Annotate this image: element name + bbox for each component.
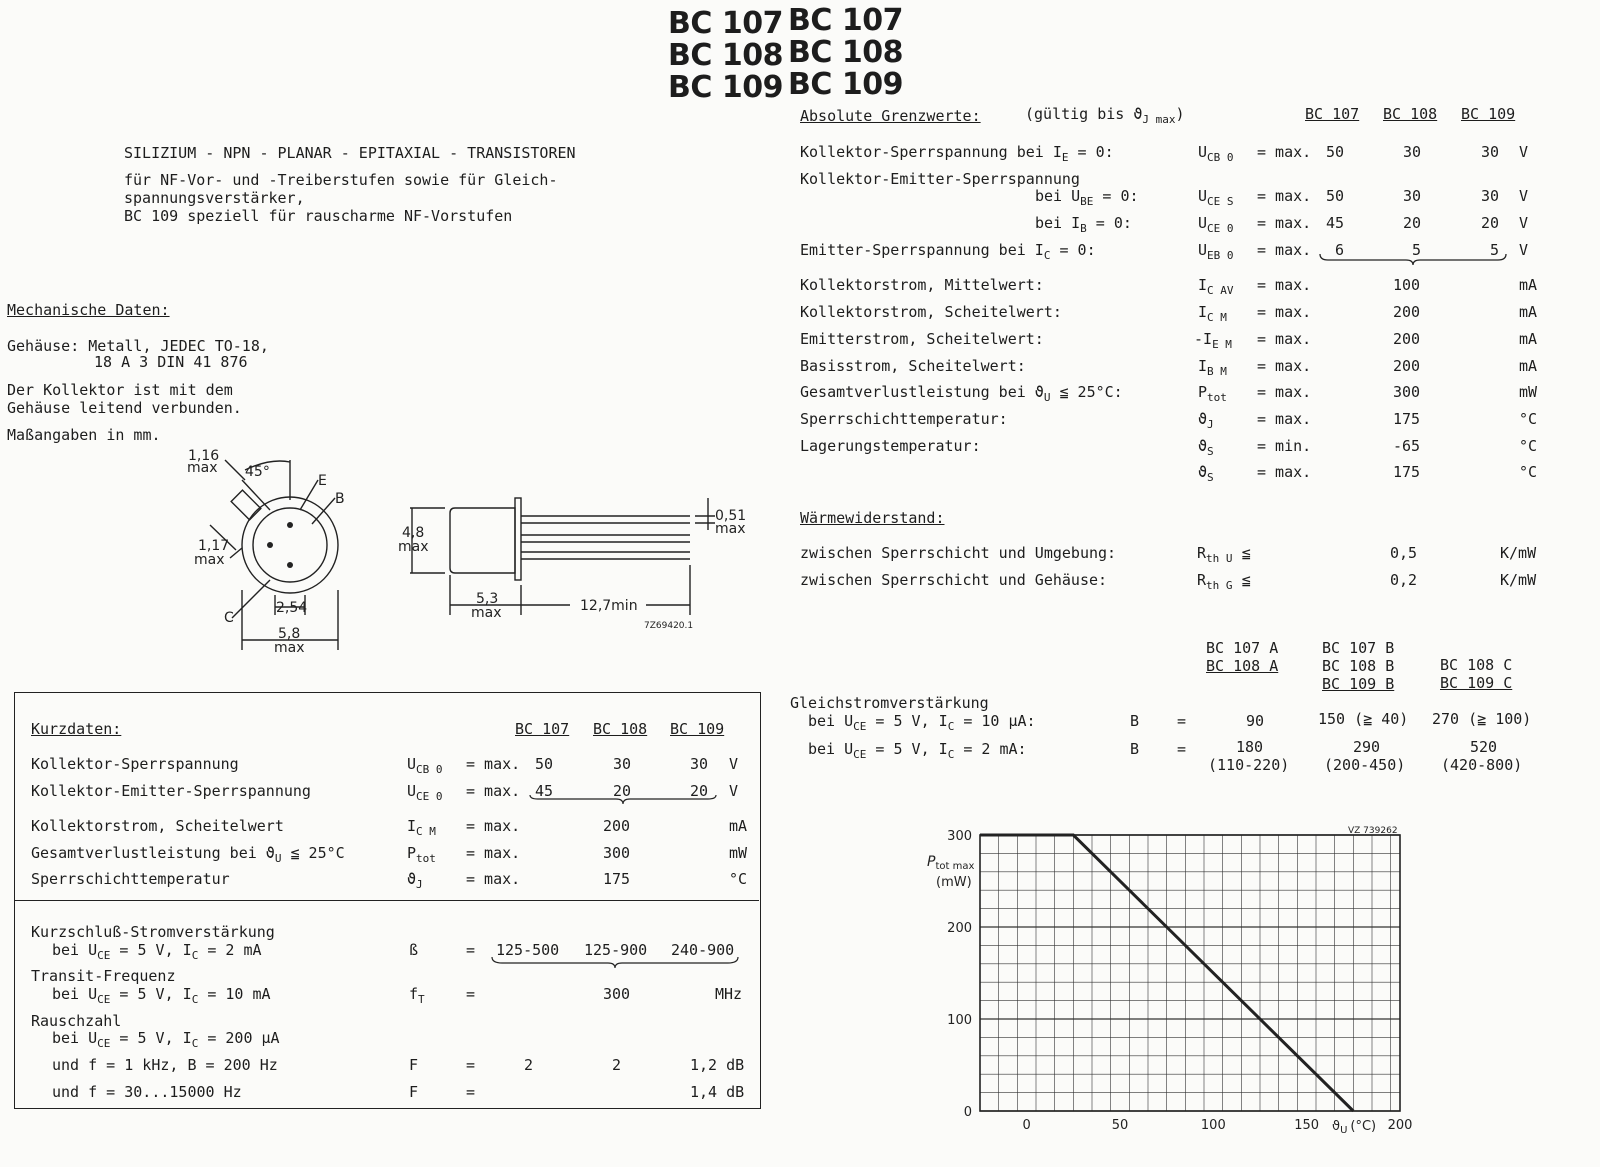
- intro-line-2: spannungsverstärker,: [124, 189, 305, 207]
- intro-heading: SILIZIUM - NPN - PLANAR - EPITAXIAL - TRANSISTOREN: [124, 144, 576, 162]
- dim-117: 1,17: [198, 538, 230, 554]
- kurz-ks-eq: =: [466, 941, 476, 959]
- thermal-row-g-sym: $R_{th G}$ ≦: [1197, 571, 1251, 592]
- chart-xtick-label: 50: [1111, 1118, 1129, 1133]
- gain-row2-v3-range: (420-800): [1441, 756, 1523, 774]
- abs-row-ucb0-v2: 30: [1403, 143, 1422, 161]
- abs-row-ibm-unit: mA: [1519, 357, 1538, 375]
- abs-row-ucb0-label: Kollektor-Sperrspannung bei $I_E = 0$:: [800, 143, 1114, 164]
- mech-units: Maßangaben in mm.: [7, 426, 161, 444]
- kurz-tf-heading: Transit-Frequenz: [31, 967, 176, 985]
- chart-ytick-label: 100: [947, 1013, 972, 1028]
- kurz-row-ptot-val: 300: [603, 844, 631, 862]
- abs-row-uce-label: Kollektor-Emitter-Sperrspannung: [800, 170, 1080, 188]
- dim-53-max: max: [471, 605, 502, 621]
- thermal-row-g-label: zwischen Sperrschicht und Gehäuse:: [800, 571, 1108, 589]
- dim-254: 2,54: [276, 600, 308, 616]
- abs-row-ucb0-v3: 30: [1481, 143, 1500, 161]
- kurz-ks-cond: bei $U_{CE} = 5$ V, $I_C = 2$ mA: [52, 941, 262, 962]
- kurz-row-uce0-sym: $U_{CE 0}$: [407, 782, 443, 803]
- abs-row-tsmin-label: Lagerungstemperatur:: [800, 437, 981, 455]
- thermal-row-u-val: 0,5: [1390, 544, 1418, 562]
- kurz-ks-heading: Kurzschluß-Stromverstärkung: [31, 923, 275, 941]
- abs-row-uce0-label: bei $I_B = 0$:: [1035, 214, 1132, 235]
- kurz-row-icm-sym: $I_{C M}$: [407, 817, 436, 838]
- gain-group-a-2: BC 108 A: [1206, 657, 1279, 675]
- kurz-row-tj-label: Sperrschichttemperatur: [31, 870, 230, 888]
- abs-row-ptot-val: 300: [1393, 383, 1421, 401]
- abs-row-ibm-val: 200: [1393, 357, 1421, 375]
- chart-xtick-label: 150: [1294, 1118, 1320, 1133]
- abs-row-uces-label: bei $U_{BE} = 0$:: [1035, 187, 1139, 208]
- ptot-derating-chart: [900, 815, 1420, 1155]
- abs-row-tj-unit: °C: [1519, 410, 1538, 428]
- kurz-row-ucb0-v1: 50: [535, 755, 554, 773]
- kurz-tf-sym: $f_T$: [409, 985, 425, 1006]
- kurz-ks-v3: 240-900: [671, 941, 735, 959]
- abs-row-uces-sym: $U_{CE S}$: [1198, 187, 1234, 208]
- abs-row-tsmin-val: -65: [1393, 437, 1421, 455]
- kurz-row-tj-unit: °C: [729, 870, 748, 888]
- drawing-code: 7Z69420.1: [644, 621, 694, 631]
- dim-53: 5,3: [476, 591, 499, 607]
- abs-row-ueb0-rel: = max.: [1257, 241, 1312, 259]
- chart-frame: [980, 835, 1400, 1111]
- abs-row-ueb0-v3: 5: [1490, 241, 1500, 259]
- intro-line-3: BC 109 speziell für rauscharme NF-Vorstufen: [124, 207, 513, 225]
- abs-brace: [1318, 252, 1508, 266]
- intro-line-1: für NF-Vor- und -Treiberstufen sowie für Gleich-: [124, 171, 558, 189]
- abs-row-tsmin-unit: °C: [1519, 437, 1538, 455]
- kurz-rz-v3: 1,2 dB: [690, 1056, 745, 1074]
- abs-row-uce0-sym: $U_{CE 0}$: [1198, 214, 1234, 235]
- abs-row-ueb0-v2: 5: [1412, 241, 1422, 259]
- package-side-body: [450, 508, 515, 573]
- gain-heading: Gleichstromverstärkung: [790, 694, 989, 712]
- abs-row-tj-rel: = max.: [1257, 410, 1312, 428]
- kurz-tf-eq: =: [466, 985, 476, 1003]
- kurz-row-ptot-sym: $P_{tot}$: [407, 844, 436, 865]
- abs-row-icm-val: 200: [1393, 303, 1421, 321]
- abs-row-ibm-sym: $I_{B M}$: [1198, 357, 1227, 378]
- abs-row-uces-v1: 50: [1326, 187, 1345, 205]
- gain-group-b-2: BC 108 B: [1322, 657, 1395, 675]
- abs-row-icav-sym: $I_{C AV}$: [1198, 276, 1234, 297]
- kurz-rz-eq-1: =: [466, 1056, 476, 1074]
- kurz-rz-cond: bei $U_{CE} = 5$ V, $I_C = 200$ µA: [52, 1029, 280, 1050]
- kurz-row-ucb0-label: Kollektor-Sperrspannung: [31, 755, 239, 773]
- abs-col-bc107: BC 107: [1305, 105, 1360, 123]
- kurz-row-ptot-unit: mW: [729, 844, 748, 862]
- chart-yunit: (mW): [936, 875, 972, 890]
- gain-group-b-1: BC 107 B: [1322, 639, 1395, 657]
- chart-ytick-label: 200: [947, 921, 972, 936]
- thermal-row-g-unit: K/mW: [1500, 571, 1537, 589]
- dim-051-max: max: [715, 521, 746, 537]
- abs-row-iem-unit: mA: [1519, 330, 1538, 348]
- kurz-row-uce0-v3: 20: [690, 782, 709, 800]
- pin-label-c: C: [224, 610, 234, 626]
- kurz-row-ucb0-unit: V: [729, 755, 739, 773]
- dim-58-max: max: [274, 640, 305, 656]
- abs-row-tj-label: Sperrschichttemperatur:: [800, 410, 1008, 428]
- kurz-col-bc109: BC 109: [670, 720, 725, 738]
- thermal-row-u-sym: $R_{th U}$ ≦: [1197, 544, 1251, 565]
- abs-row-ueb0-sym: $U_{EB 0}$: [1198, 241, 1234, 262]
- mech-housing-2: 18 A 3 DIN 41 876: [94, 353, 248, 371]
- abs-row-ptot-rel: = max.: [1257, 383, 1312, 401]
- abs-row-ueb0-v1: 6: [1335, 241, 1345, 259]
- abs-row-icav-unit: mA: [1519, 276, 1538, 294]
- abs-row-tj-val: 175: [1393, 410, 1421, 428]
- abs-row-icav-label: Kollektorstrom, Mittelwert:: [800, 276, 1044, 294]
- kurz-rz-f2: und f = 30...15000 Hz: [52, 1083, 242, 1101]
- abs-row-icm-sym: $I_{C M}$: [1198, 303, 1227, 324]
- kurz-row-ptot-label: Gesamtverlustleistung bei $ϑ_U$ ≦ 25°C: [31, 844, 345, 865]
- kurz-rz-f1: und f = 1 kHz, B = 200 Hz: [52, 1056, 278, 1074]
- kurz-tf-unit: MHz: [715, 985, 743, 1003]
- kurz-brace-1: [528, 793, 718, 805]
- chart-ytick-label: 300: [947, 829, 972, 844]
- gain-row2-v2: 290: [1353, 738, 1381, 756]
- abs-row-ibm-rel: = max.: [1257, 357, 1312, 375]
- abs-row-icm-label: Kollektorstrom, Scheitelwert:: [800, 303, 1062, 321]
- title-left-1: BC 107: [668, 6, 783, 41]
- kurz-row-uce0-unit: V: [729, 782, 739, 800]
- gain-row1-sym: B: [1130, 712, 1140, 730]
- kurz-rz-sym-2: F: [409, 1083, 419, 1101]
- kurz-row-tj-rel: = max.: [466, 870, 521, 888]
- kurz-row-uce0-label: Kollektor-Emitter-Sperrspannung: [31, 782, 311, 800]
- kurz-ks-sym: ß: [409, 941, 419, 959]
- dim-127min: 12,7min: [580, 598, 638, 614]
- abs-row-ptot-sym: $P_{tot}$: [1198, 383, 1227, 404]
- chart-xtick-label: 200: [1387, 1118, 1413, 1133]
- chart-xtick-label: 0: [1022, 1118, 1031, 1133]
- kurz-rz-v1: 2: [524, 1056, 534, 1074]
- kurz-row-tj-sym: $ϑ_J$: [407, 870, 423, 891]
- kurz-row-ucb0-v2: 30: [613, 755, 632, 773]
- gain-row1-v3: 270 (≧ 100): [1432, 710, 1532, 728]
- abs-row-iem-sym: $-I_{E M}$: [1194, 330, 1232, 351]
- kurz-row-tj-val: 175: [603, 870, 631, 888]
- chart-xtick-label: 100: [1200, 1118, 1226, 1133]
- kurz-rz-v4: 1,4 dB: [690, 1083, 745, 1101]
- abs-row-icav-val: 100: [1393, 276, 1421, 294]
- kurz-row-ptot-rel: = max.: [466, 844, 521, 862]
- abs-row-tsmin-rel: = min.: [1257, 437, 1312, 455]
- gain-row2-cond: bei $U_{CE} = 5$ V, $I_C = 2$ mA:: [808, 740, 1027, 761]
- kurz-rz-eq-2: =: [466, 1083, 476, 1101]
- kurz-ks-v1: 125-500: [496, 941, 560, 959]
- gain-row2-v2-range: (200-450): [1324, 756, 1406, 774]
- abs-row-icm-rel: = max.: [1257, 303, 1312, 321]
- pin-label-b: B: [335, 491, 345, 507]
- gain-row2-v1: 180: [1236, 738, 1264, 756]
- abs-row-tsmax-rel: = max.: [1257, 463, 1312, 481]
- dim-45deg: 45°: [245, 464, 270, 480]
- kurz-rz-v2: 2: [612, 1056, 622, 1074]
- abs-row-uce0-unit: V: [1519, 214, 1529, 232]
- abs-row-ucb0-sym: $U_{CB 0}$: [1198, 143, 1234, 164]
- gain-group-b-3: BC 109 B: [1322, 675, 1395, 693]
- abs-row-uce0-v3: 20: [1481, 214, 1500, 232]
- abs-col-bc109: BC 109: [1461, 105, 1516, 123]
- title-left-3: BC 109: [668, 70, 783, 105]
- kurz-ks-v2: 125-900: [584, 941, 648, 959]
- kurz-row-uce0-rel: = max.: [466, 782, 521, 800]
- kurz-row-icm-unit: mA: [729, 817, 748, 835]
- kurz-row-icm-val: 200: [603, 817, 631, 835]
- chart-code: VZ 739262: [1348, 826, 1398, 836]
- dim-48: 4,8: [402, 525, 425, 541]
- abs-row-uces-rel: = max.: [1257, 187, 1312, 205]
- abs-row-ibm-label: Basisstrom, Scheitelwert:: [800, 357, 1026, 375]
- gain-row2-v3: 520: [1470, 738, 1498, 756]
- kurz-row-ucb0-rel: = max.: [466, 755, 521, 773]
- abs-row-tsmax-unit: °C: [1519, 463, 1538, 481]
- pin-label-e: E: [318, 473, 327, 489]
- kurz-row-uce0-v2: 20: [613, 782, 632, 800]
- abs-row-iem-rel: = max.: [1257, 330, 1312, 348]
- dim-117-max: max: [194, 552, 225, 568]
- kurz-rz-heading: Rauschzahl: [31, 1012, 122, 1030]
- package-drawing: [170, 440, 747, 660]
- gain-group-c-1: BC 108 C: [1440, 656, 1513, 674]
- abs-row-uce0-v1: 45: [1326, 214, 1345, 232]
- mech-collector-1: Der Kollektor ist mit dem: [7, 381, 233, 399]
- kurzdaten-divider: [14, 900, 759, 901]
- abs-row-ueb0-unit: V: [1519, 241, 1529, 259]
- abs-row-ptot-label: Gesamtverlustleistung bei $ϑ_U$ ≦ 25°C:: [800, 383, 1123, 404]
- title-right-1: BC 107: [788, 3, 903, 38]
- abs-row-icm-unit: mA: [1519, 303, 1538, 321]
- abs-row-uces-unit: V: [1519, 187, 1529, 205]
- gain-row2-v1-range: (110-220): [1208, 756, 1290, 774]
- kurz-rz-sym-1: F: [409, 1056, 419, 1074]
- chart-ylabel: $P_{tot max}$: [927, 854, 975, 872]
- mech-housing-1: Gehäuse: Metall, JEDEC TO-18,: [7, 337, 269, 355]
- abs-row-uce0-rel: = max.: [1257, 214, 1312, 232]
- thermal-heading: Wärmewiderstand:: [800, 509, 945, 527]
- chart-xlabel: $ϑ_U$ (°C): [1332, 1119, 1377, 1136]
- abs-heading: Absolute Grenzwerte:: [800, 107, 981, 125]
- abs-row-uces-v2: 30: [1403, 187, 1422, 205]
- gain-row1-v2: 150 (≧ 40): [1318, 710, 1409, 728]
- abs-row-ucb0-unit: V: [1519, 143, 1529, 161]
- gain-group-c-2: BC 109 C: [1440, 674, 1513, 692]
- dim-051: 0,51: [715, 508, 747, 524]
- gain-row2-sym: B: [1130, 740, 1140, 758]
- mech-collector-2: Gehäuse leitend verbunden.: [7, 399, 242, 417]
- dim-58: 5,8: [278, 626, 301, 642]
- thermal-row-u-label: zwischen Sperrschicht und Umgebung:: [800, 544, 1117, 562]
- abs-row-uce0-v2: 20: [1403, 214, 1422, 232]
- kurz-row-icm-label: Kollektorstrom, Scheitelwert: [31, 817, 284, 835]
- dim-48-max: max: [398, 539, 429, 555]
- abs-row-tj-sym: $ϑ_J$: [1198, 410, 1214, 431]
- kurz-row-ucb0-sym: $U_{CB 0}$: [407, 755, 443, 776]
- dim-116: 1,16: [188, 448, 220, 464]
- thermal-row-g-val: 0,2: [1390, 571, 1418, 589]
- gain-row2-eq: =: [1177, 740, 1187, 758]
- abs-row-ueb0-label: Emitter-Sperrspannung bei $I_C = 0$:: [800, 241, 1096, 262]
- title-left-2: BC 108: [668, 38, 783, 73]
- kurz-row-ucb0-v3: 30: [690, 755, 709, 773]
- gain-group-a-1: BC 107 A: [1206, 639, 1279, 657]
- abs-col-bc108: BC 108: [1383, 105, 1438, 123]
- package-side-flange: [515, 498, 521, 580]
- abs-valid-note: (gültig bis $ϑ_{J max}$): [1025, 105, 1185, 126]
- title-right-2: BC 108: [788, 35, 903, 70]
- abs-row-tsmax-sym: $ϑ_S$: [1198, 463, 1214, 484]
- gain-row1-v1: 90: [1246, 712, 1265, 730]
- kurz-col-bc107: BC 107: [515, 720, 570, 738]
- abs-row-icav-rel: = max.: [1257, 276, 1312, 294]
- chart-grid: [980, 835, 1400, 1111]
- dim-116-max: max: [187, 460, 218, 476]
- gain-row1-cond: bei $U_{CE} = 5$ V, $I_C = 10$ µA:: [808, 712, 1036, 733]
- gain-row1-eq: =: [1177, 712, 1187, 730]
- kurz-col-bc108: BC 108: [593, 720, 648, 738]
- abs-row-ucb0-v1: 50: [1326, 143, 1345, 161]
- abs-row-uces-v3: 30: [1481, 187, 1500, 205]
- title-right-3: BC 109: [788, 67, 903, 102]
- abs-row-ptot-unit: mW: [1519, 383, 1538, 401]
- abs-row-iem-label: Emitterstrom, Scheitelwert:: [800, 330, 1044, 348]
- kurz-tf-val: 300: [603, 985, 631, 1003]
- kurz-row-uce0-v1: 45: [535, 782, 554, 800]
- kurz-heading: Kurzdaten:: [31, 720, 122, 738]
- mech-heading: Mechanische Daten:: [7, 301, 170, 319]
- chart-ytick-label: 0: [963, 1105, 972, 1120]
- thermal-row-u-unit: K/mW: [1500, 544, 1537, 562]
- kurz-tf-cond: bei $U_{CE} = 5$ V, $I_C = 10$ mA: [52, 985, 271, 1006]
- kurz-row-icm-rel: = max.: [466, 817, 521, 835]
- abs-row-iem-val: 200: [1393, 330, 1421, 348]
- abs-row-ucb0-rel: = max.: [1257, 143, 1312, 161]
- abs-row-tsmax-val: 175: [1393, 463, 1421, 481]
- kurz-brace-2: [490, 955, 740, 969]
- abs-row-tsmin-sym: $ϑ_S$: [1198, 437, 1214, 458]
